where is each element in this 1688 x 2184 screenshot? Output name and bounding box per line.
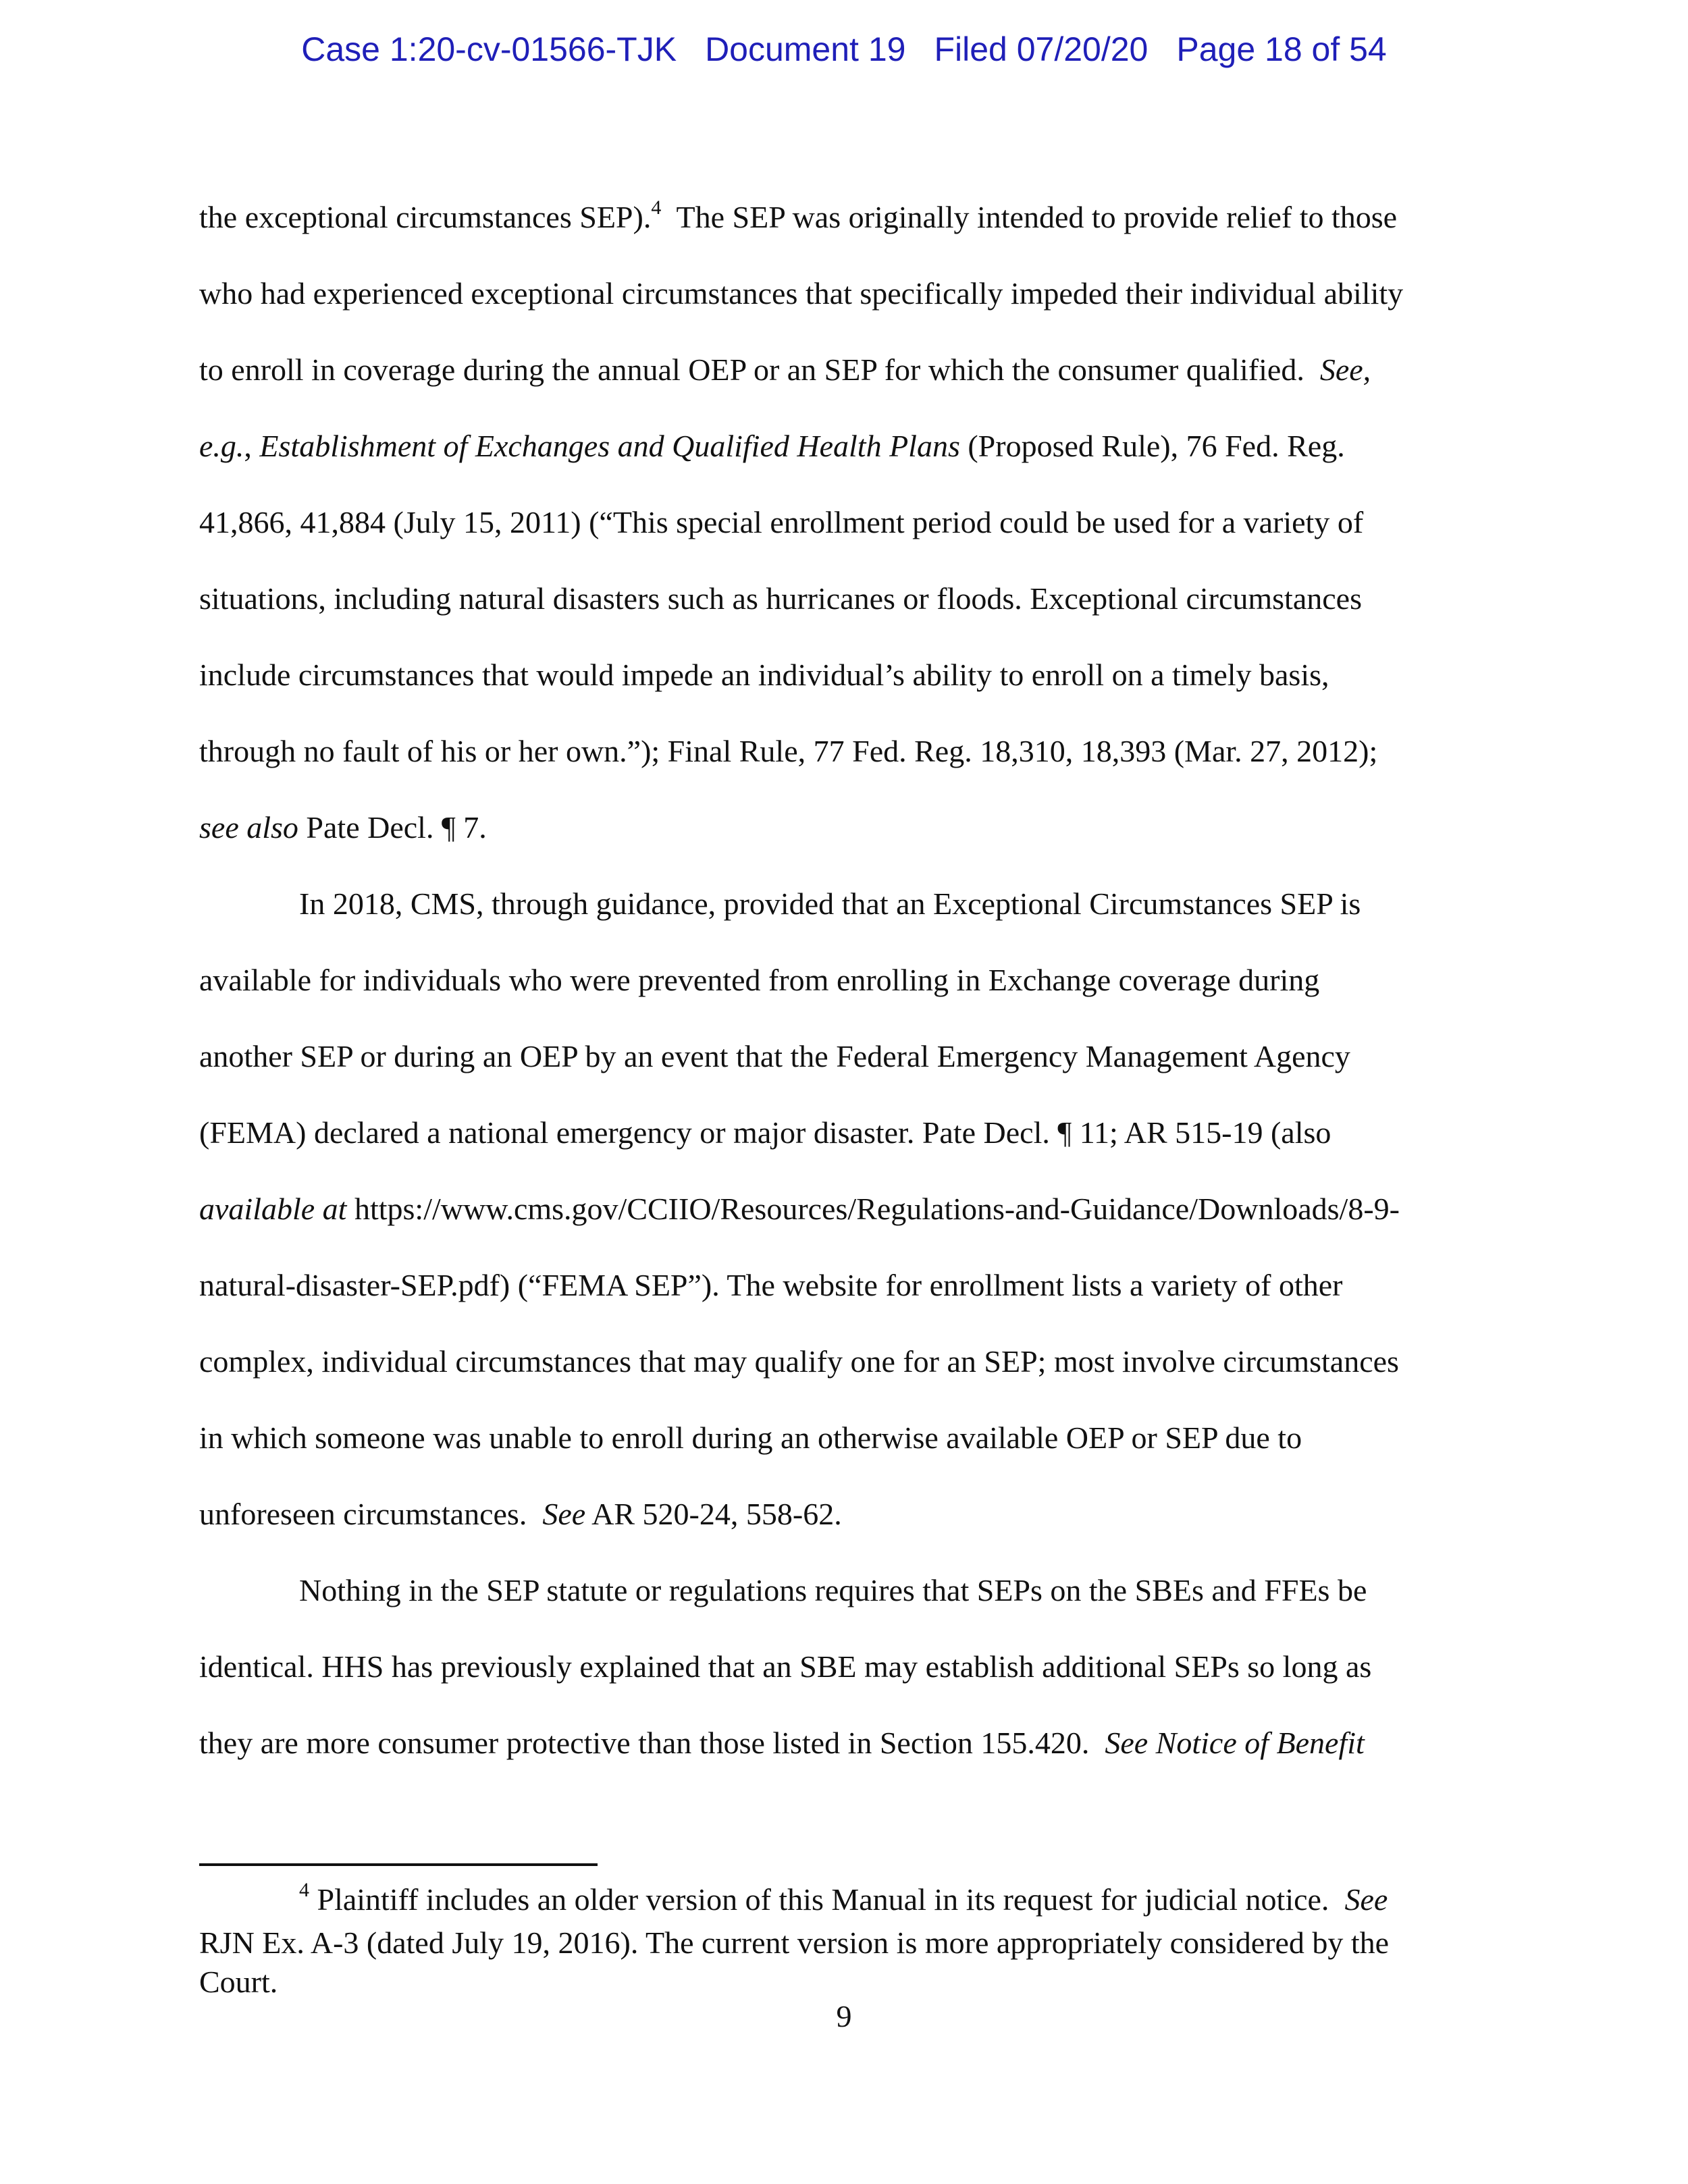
text-line: the exceptional circumstances SEP).$^4$ The SEP was originally intended to provide relief to those bbox=[199, 196, 1398, 234]
text-line: Nothing in the SEP statute or regulations requires that SEPs on the SBEs and FFEs be bbox=[299, 1573, 1367, 1607]
text-line: 41,866, 41,884 (July 15, 2011) (“This special enrollment period could be used for a variety of bbox=[199, 505, 1364, 539]
text-line: they are more consumer protective than those listed in Section 155.420. See Notice of Benefit bbox=[199, 1726, 1365, 1760]
text-line: in which someone was unable to enroll during an otherwise available OEP or SEP due to bbox=[199, 1420, 1302, 1455]
text-line: In 2018, CMS, through guidance, provided that an Exceptional Circumstances SEP is bbox=[299, 886, 1361, 921]
text-line: who had experienced exceptional circumstances that specifically impeded their individual ability bbox=[199, 276, 1404, 311]
text-line: natural-disaster-SEP.pdf) (“FEMA SEP”). The website for enrollment lists a variety of other bbox=[199, 1268, 1343, 1302]
footnote-separator bbox=[199, 1863, 598, 1866]
text-line: see also Pate Decl. ¶ 7. bbox=[199, 810, 487, 845]
footnote-line: Court. bbox=[199, 1965, 278, 1999]
text-line: situations, including natural disasters such as hurricanes or floods. Exceptional circumstances bbox=[199, 581, 1362, 616]
case-number: Case 1:20-cv-01566-TJK bbox=[301, 30, 677, 68]
document-number: Document 19 bbox=[705, 30, 906, 68]
text-line: available at https://www.cms.gov/CCIIO/Resources/Regulations-and-Guidance/Downloads/8-9- bbox=[199, 1192, 1400, 1226]
body-text bbox=[199, 179, 1506, 1781]
text-line: e.g., Establishment of Exchanges and Qualified Health Plans (Proposed Rule), 76 Fed. Reg. bbox=[199, 429, 1345, 463]
page-number: 9 bbox=[836, 1999, 852, 2033]
text-line: identical. HHS has previously explained that an SBE may establish additional SEPs so long as bbox=[199, 1649, 1372, 1684]
text-line: include circumstances that would impede an individual’s ability to enroll on a timely basis, bbox=[199, 658, 1329, 692]
text-line: unforeseen circumstances. See AR 520-24, 558-62. bbox=[199, 1497, 842, 1531]
text-line: available for individuals who were prevented from enrolling in Exchange coverage during bbox=[199, 963, 1320, 997]
footnote-ref: 4 bbox=[651, 196, 662, 219]
text-line: through no fault of his or her own.”); Final Rule, 77 Fed. Reg. 18,310, 18,393 (Mar. 27, 2012); bbox=[199, 734, 1378, 768]
text-line: to enroll in coverage during the annual OEP or an SEP for which the consumer qualified. See, bbox=[199, 352, 1371, 387]
footnote-line: $^4$ Plaintiff includes an older version of this Manual in its request for judicial notice. See bbox=[299, 1879, 1388, 1917]
text-line: complex, individual circumstances that may qualify one for an SEP; most involve circumstances bbox=[199, 1344, 1399, 1379]
footnote-line: RJN Ex. A-3 (dated July 19, 2016). The current version is more appropriately considered by the bbox=[199, 1925, 1390, 1960]
text-line: another SEP or during an OEP by an event that the Federal Emergency Management Agency bbox=[199, 1039, 1350, 1073]
page-count: Page 18 of 54 bbox=[1176, 30, 1387, 68]
text-line: (FEMA) declared a national emergency or major disaster. Pate Decl. ¶ 11; AR 515-19 (also bbox=[199, 1115, 1331, 1150]
filed-date: Filed 07/20/20 bbox=[934, 30, 1149, 68]
footnote bbox=[199, 1880, 1506, 2002]
footnote-number: 4 bbox=[299, 1879, 309, 1901]
case-header bbox=[0, 30, 1688, 69]
